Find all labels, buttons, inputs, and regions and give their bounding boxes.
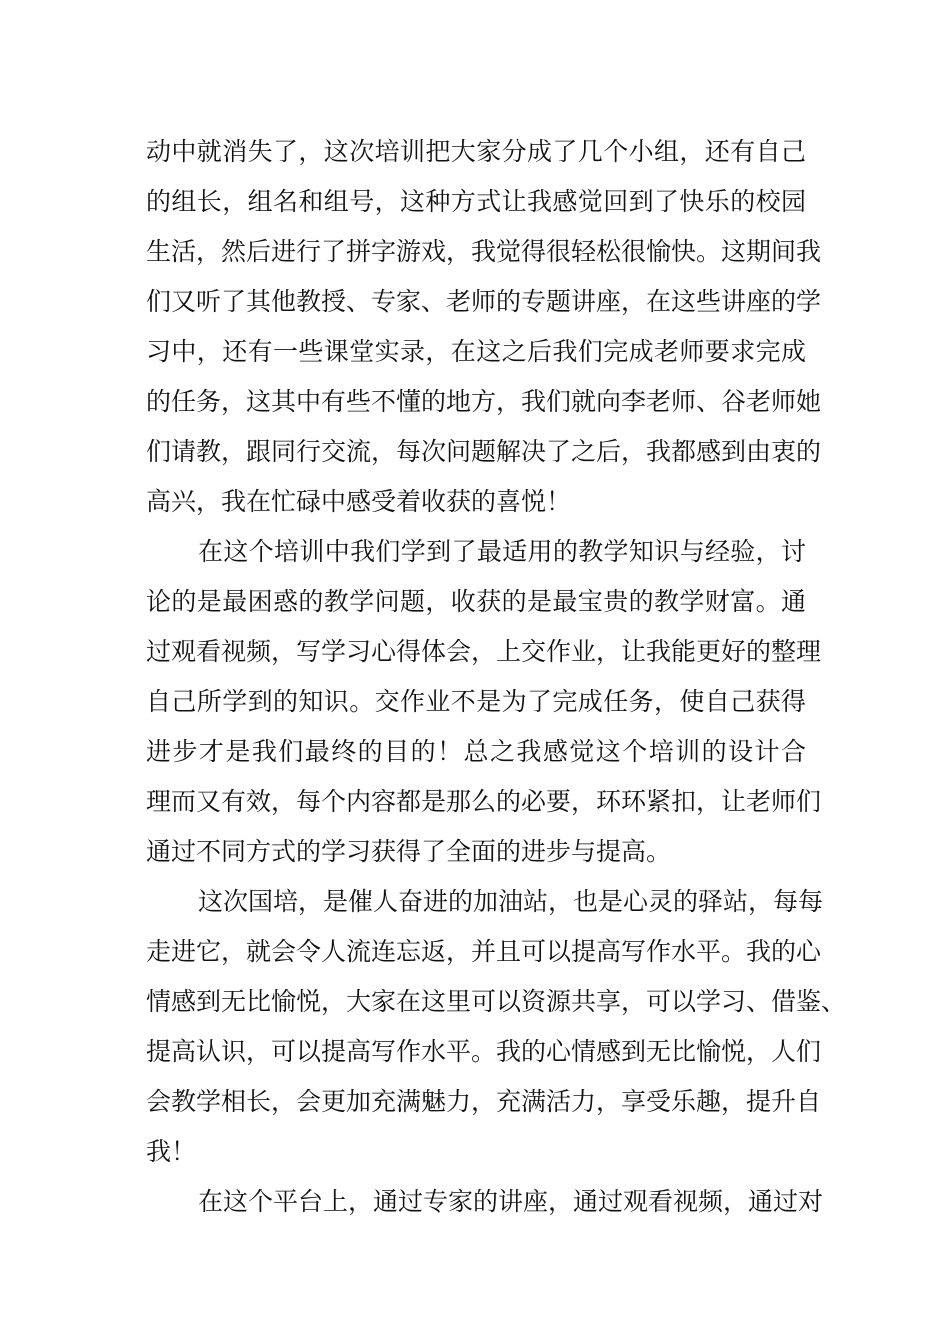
- text-line: 进步才是我们最终的目的！总之我感觉这个培训的设计合: [146, 737, 806, 766]
- text-line: 高兴，我在忙碌中感受着收获的喜悦！: [146, 487, 572, 516]
- text-line: 的组长，组名和组号，这种方式让我感觉回到了快乐的校园: [146, 187, 806, 216]
- text-line: 在这个培训中我们学到了最适用的教学知识与经验，讨: [198, 537, 806, 566]
- text-line: 通过不同方式的学习获得了全面的进步与提高。: [146, 837, 672, 866]
- text-line: 论的是最困惑的教学问题，收获的是最宝贵的教学财富。通: [146, 587, 806, 616]
- text-line: 们又听了其他教授、专家、老师的专题讲座，在这些讲座的学: [146, 287, 822, 316]
- text-line: 自己所学到的知识。交作业不是为了完成任务，使自己获得: [146, 687, 806, 716]
- text-line: 过观看视频，写学习心得体会，上交作业，让我能更好的整理: [146, 637, 822, 666]
- text-line: 情感到无比愉悦，大家在这里可以资源共享，可以学习、借鉴、: [146, 987, 847, 1016]
- text-line: 动中就消失了，这次培训把大家分成了几个小组，还有自己: [146, 137, 806, 166]
- text-line: 会教学相长，会更加充满魅力，充满活力，享受乐趣，提升自: [146, 1087, 822, 1116]
- text-line: 在这个平台上，通过专家的讲座，通过观看视频，通过对: [198, 1187, 824, 1216]
- text-line: 理而又有效，每个内容都是那么的必要，环环紧扣，让老师们: [146, 787, 822, 816]
- text-line: 走进它，就会令人流连忘返，并且可以提高写作水平。我的心: [146, 937, 822, 966]
- text-line: 的任务，这其中有些不懂的地方，我们就向李老师、谷老师她: [146, 387, 822, 416]
- text-line: 习中，还有一些课堂实录，在这之后我们完成老师要求完成: [146, 337, 806, 366]
- text-line: 们请教，跟同行交流，每次问题解决了之后，我都感到由衷的: [146, 437, 822, 466]
- text-line: 提高认识，可以提高写作水平。我的心情感到无比愉悦，人们: [146, 1037, 822, 1066]
- text-line: 我！: [146, 1137, 197, 1166]
- text-line: 生活，然后进行了拼字游戏，我觉得很轻松很愉快。这期间我: [146, 237, 822, 266]
- text-line: 这次国培，是催人奋进的加油站，也是心灵的驿站，每每: [198, 887, 824, 916]
